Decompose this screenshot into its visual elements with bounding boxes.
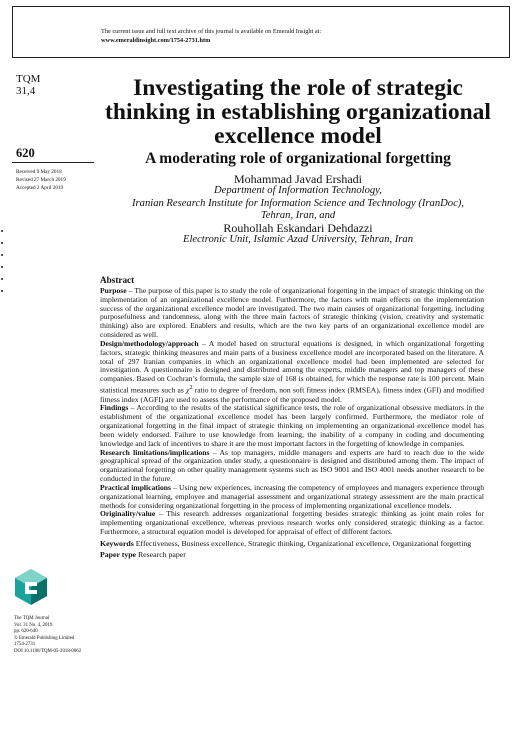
page-number: 620 [16,146,35,160]
citation-block [14,616,81,655]
citation-doi[interactable]: DOI 10.1108/TQM-05-2018-0062 [14,648,82,654]
design-text-1: – A model based on structural equations is designed, in which organizational forgetting factors, strategic thinking measures and main parts of a business excellence model are incorporated based on the literature. A total of 297 Iranian companies in which an organizational excellence model had been implemented are selected for investigation. A questionnaire is designed and distributed among the experts, middle managers and top managers of these companies. Based on Cochran’s formula, the sample size of 168 is obtained, for which the response rate is 100 percent. Main statistical measures such as [100,338,484,395]
research-label: Research limitations/implications [100,447,210,457]
originality-text: – This research addresses organizational forgetting besides strategic thinking as joint main roles for implementing organizational excellence, whereas previous research works only considered strategic thinking as a factor. Furthermore, a structural equation model is developed for appraisal of effect of different factors. [100,509,484,537]
findings-label: Findings [100,403,129,413]
author-1-affiliation-line3: Tehran, Iran, and [260,209,336,221]
article-dates [16,168,66,192]
originality-label: Originality/value [100,509,156,519]
abstract-design [100,340,484,404]
citation-publisher: © Emerald Publishing Limited [14,635,75,641]
paper-type-label: Paper type [100,549,137,559]
design-label: Design/methodology/approach [100,338,199,348]
findings-text: – According to the results of the statistical significance tests, the role of organizational obsessive mediators in the establishment of the organizational excellence model has been largely confirmed. Furthermore, the mediator role of organizational forgetting in the final impact of strategic thinking on implementing an organizational excellence model has been widely endorsed. Failure to use knowledge from learning, the inability of a company in coding and documenting knowledge and lack of incentives to share it are the most important factors in the forgetting of knowledge in companies. [100,403,484,448]
chi-symbol: χ [185,385,190,395]
citation-journal: The TQM Journal [14,616,50,621]
margin-marks [1,230,4,320]
research-text: – As top managers, middle managers and experts are hard to reach due to the wide geographical spread of the organization under study, a questionnaire is designed and distributed among them. The impact of organizational forgetting on other quality management systems such as ISO 9001 and ISO 4001 needs another research to be conducted in the future. [100,447,484,484]
keywords-text: Effectiveness, Business excellence, Strategic thinking, Organizational excellence, Organizational forgetting [133,539,472,548]
abstract-practical-implications [100,484,484,511]
abstract-section [100,276,484,560]
abstract-research-limitations [100,449,484,484]
author-1-affiliation-line1: Department of Information Technology, [214,185,382,197]
accepted-date: Accepted 2 April 2019 [16,185,64,191]
design-text-2: ratio to degree of freedom, non soft fitness index (RMSEA), fitness index (GFI) and modified fitness index (AGFI) are used to assess the performance of the proposed model. [100,385,484,404]
author-2-name: Rouhollah Eskandari Dehdazzi [223,221,373,236]
author-block [100,173,496,247]
author-2-affiliation: Electronic Unit, Islamic Azad University, Tehran, Iran [182,234,413,246]
abstract-findings [100,404,484,448]
journal-info [16,73,40,97]
practical-label: Practical implications [100,482,171,492]
abstract-keywords [100,540,484,549]
citation-volume: Vol. 31 No. 4, 2019 [14,622,53,628]
abstract-paper-type [100,551,484,560]
archive-notice-text: The current issue and full text archive of this journal is available on Emerald Insight at: [101,28,322,35]
keywords-label: Keywords [100,539,134,548]
author-1-name: Mohammad Javad Ershadi [234,172,362,186]
citation-pages: pp. 620-640 [14,629,38,634]
article-title: Investigating the role of strategic thinking in establishing organizational excellence model [105,75,491,149]
journal-url-link[interactable]: www.emeraldinsight.com/1754-2731.htm [101,37,211,44]
paper-type-text: Research paper [136,549,186,559]
volume-issue: 31,4 [16,85,36,97]
purpose-text: – The purpose of this paper is to study the role of organizational forgetting in the impact of strategic thinking on the implementation of an organizational excellence model. Furthermore, the factors with main effects on the implementation success of the organizational excellence model are investigated. The two main causes of organizational forgetting, including purposefulness and randomness, along with the three main factors of strategic thinking (vision, creativity and systematic thinking) also are explored. Enablers and results, which are the two key parts of an organizational excellence model are considered as well. [100,285,484,340]
purpose-label: Purpose [100,285,127,295]
journal-abbrev: TQM [16,73,41,85]
journal-archive-notice-box [12,6,510,58]
revised-date: Revised 27 March 2019 [16,177,66,183]
page-number-divider [12,162,94,163]
abstract-purpose [100,287,484,340]
emerald-publishing-logo-icon [14,568,48,606]
abstract-heading: Abstract [100,275,135,285]
chi-superscript: 2 [189,384,193,392]
practical-text: – Using new experiences, increasing the competency of employees and managers experience through organizational learning, employee and managerial assessment and organizational strategy assessment are the main practical methods for considering organizational forgetting in the process of implementing organizational excellence models. [100,482,484,510]
received-date: Received 9 May 2018 [16,169,62,175]
abstract-originality [100,510,484,537]
article-subtitle: A moderating role of organizational forgetting [145,150,451,167]
author-1-affiliation-line2: Iranian Research Institute for Information Science and Technology (IranDoc), [132,197,464,209]
citation-issn: 1754-2731 [14,642,36,647]
